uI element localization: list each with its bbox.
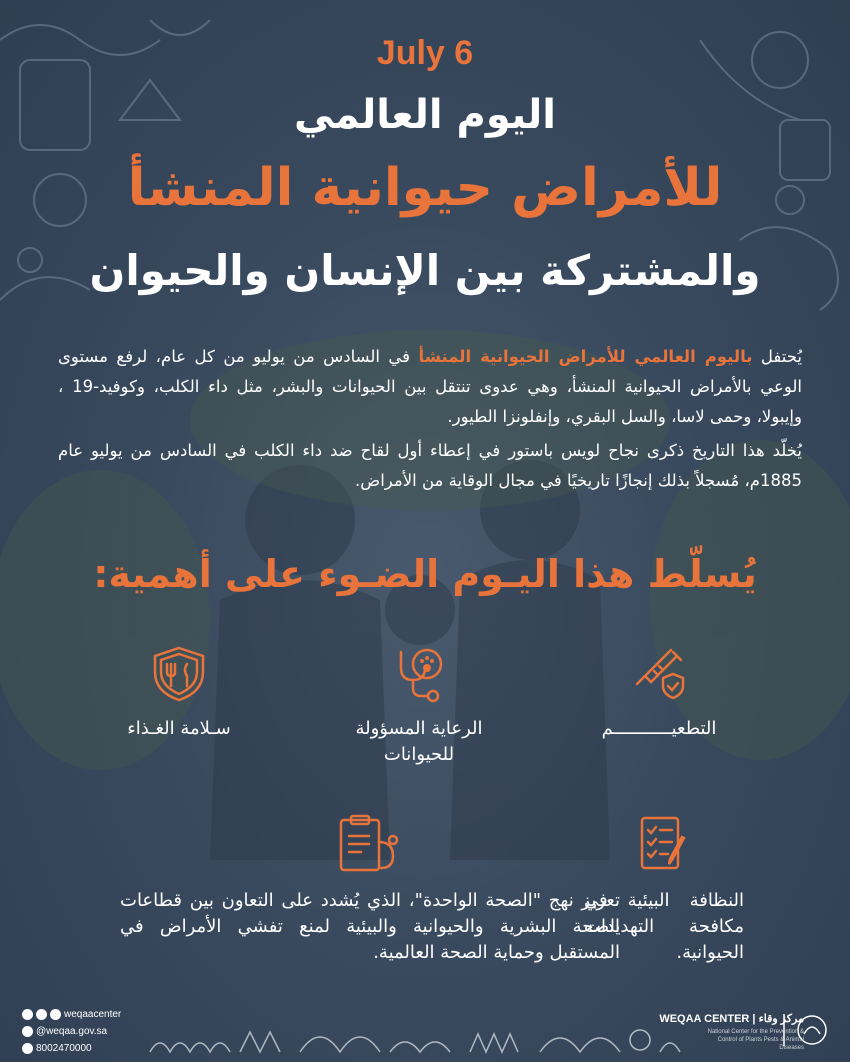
intro-prefix: يُحتفل [752,347,802,366]
feature-environmental-hygiene-label: النظافة البيئية في مكافحة التهديدات الحيوانية. [584,890,744,963]
title-line-2: للأمراض حيوانية المنشأ [127,158,723,218]
brand-en: WEQAA CENTER [659,1013,750,1025]
social-media-icon [50,1009,61,1020]
title-line-3: والمشتركة بين الإنسان والحيوان [89,246,761,295]
social-handle: weqaacenter [64,1009,122,1020]
brand-ar: مركز وقاء [758,1013,804,1025]
history-paragraph: يُخلّد هذا التاريخ ذكرى نجاح لويس باستور في إعطاء أول لقاح ضد داء الكلب في السادس من يوليو عام 1885م، مُسجلاً بذلك إنجازًا تاريخيًا في مجال الوقاية من الأمراض. [58,441,802,490]
brand-name: WEQAA CENTER | مركز وقاء [659,1013,804,1025]
phone-icon [22,1043,33,1054]
website-row[interactable] [22,1023,121,1040]
feature-one-health-label: تعزيز نهج "الصحة الواحدة"، الذي يُشدد على التعاون بين قطاعات الصحة البشرية والحيوانية والبيئية لمنع تفشي الأمراض في المستقبل وحماية الصحة العالمية. [120,890,620,963]
syringe-shield-icon [629,644,689,704]
feature-vaccination [564,644,754,742]
feature-food-safety-label: سـلامة الغـذاء [127,718,231,739]
title-line-1: اليوم العالمي [293,92,556,138]
social-contacts [22,1006,121,1057]
brand-subtitle: National Center for the Prevention & Control of Plants Pests & Animal Diseases [707,1029,804,1051]
feature-food-safety [84,644,274,742]
intro-highlight: باليوم العالمي للأمراض الحيوانية المنشأ [418,347,753,366]
social-media-icon [36,1009,47,1020]
feature-one-health [120,812,620,966]
importance-heading: يُسلّط هذا اليـوم الضـوء على أهمية: [93,552,757,596]
phone: 8002470000 [36,1043,92,1054]
social-media-icon [22,1009,33,1020]
food-safety-shield-icon [149,644,209,704]
clipboard-stethoscope-icon [335,812,405,876]
website: @weqaa.gov.sa [36,1026,108,1037]
feature-vaccination-label: التطعيـــــــــــم [601,718,717,739]
globe-icon [22,1026,33,1037]
feature-animal-care-label: الرعاية المسؤولة للحيوانات [355,718,483,765]
stethoscope-paw-icon [389,644,449,704]
feature-animal-care [324,644,514,768]
event-date: July 6 [376,34,474,72]
checklist-icon [634,812,694,876]
intro-rest: في السادس من يوليو من كل عام، لرفع مستوى الوعي بالأمراض الحيوانية المنشأ، وهي عدوى تنتقل بين الحيوانات والبشر، مثل داء الكلب، وكوفيد-19 ، وإيبولا، وحمى لاسا، والسل البقري، وإنفلونزا الطيور. [58,347,803,426]
social-handle-row[interactable] [22,1006,121,1023]
intro-paragraph [58,342,802,432]
phone-row[interactable] [22,1040,121,1057]
